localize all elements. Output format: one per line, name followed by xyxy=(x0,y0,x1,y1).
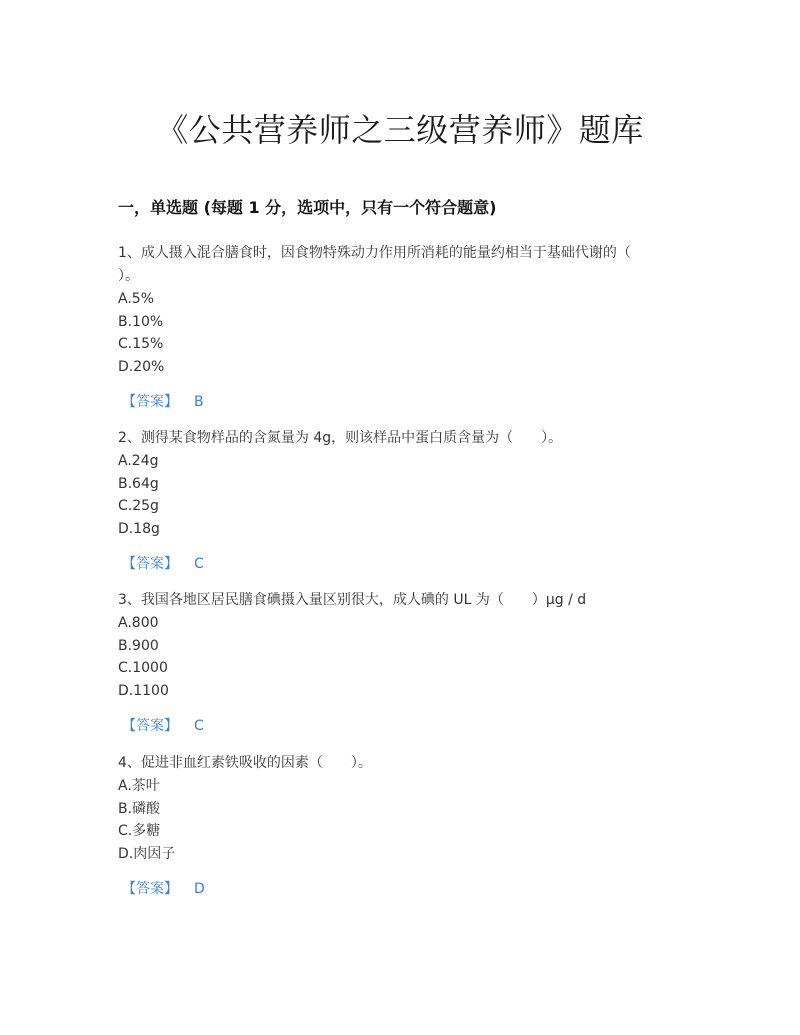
option-a: A.5% xyxy=(118,291,154,307)
answer-value: C xyxy=(194,718,204,734)
option-a: A.茶叶 xyxy=(118,778,160,794)
question-text: 3、我国各地区居民膳食碘摄入量区别很大，成人碘的 UL 为（ ）μg / d xyxy=(118,592,587,608)
option-b: B.64g xyxy=(118,475,159,492)
option-b: B.磷酸 xyxy=(118,800,161,817)
option-d: D.1100 xyxy=(118,682,169,699)
option-a: A.24g xyxy=(118,453,159,469)
answer-label: 【答案】 xyxy=(122,881,178,897)
question-text: 2、测得某食物样品的含氮量为 4g，则该样品中蛋白质含量为（ ）。 xyxy=(118,430,563,446)
option-c: C.25g xyxy=(118,498,159,514)
question-4 xyxy=(118,752,688,900)
question-text: 1、成人摄入混合膳食时，因食物特殊动力作用所消耗的能量约相当于基础代谢的（ xyxy=(118,245,631,261)
question-text-continued: ）。 xyxy=(118,268,139,284)
option-d: D.20% xyxy=(118,358,165,375)
answer-value: B xyxy=(194,394,204,410)
option-d: D.肉因子 xyxy=(118,845,176,862)
answer-label: 【答案】 xyxy=(122,394,178,410)
option-c: C.多糖 xyxy=(118,823,161,839)
answer-label: 【答案】 xyxy=(122,556,178,572)
option-b: B.10% xyxy=(118,313,164,330)
option-d: D.18g xyxy=(118,520,160,537)
answer-label: 【答案】 xyxy=(122,718,178,734)
section-heading: 一，单选题 (每题 1 分，选项中，只有一个符合题意) xyxy=(118,198,497,217)
page-title: 《公共营养师之三级营养师》题库 xyxy=(156,111,644,149)
answer-row xyxy=(118,878,688,900)
option-c: C.1000 xyxy=(118,660,168,676)
answer-row xyxy=(118,553,688,575)
answer-value: D xyxy=(194,881,205,897)
answer-row xyxy=(118,391,688,413)
question-1 xyxy=(118,242,688,413)
question-3 xyxy=(118,589,688,737)
question-2 xyxy=(118,427,688,575)
option-a: A.800 xyxy=(118,615,159,631)
question-text: 4、促进非血红素铁吸收的因素（ ）。 xyxy=(118,755,372,771)
answer-row xyxy=(118,715,688,737)
option-c: C.15% xyxy=(118,336,164,352)
option-b: B.900 xyxy=(118,637,159,654)
answer-value: C xyxy=(194,556,204,572)
